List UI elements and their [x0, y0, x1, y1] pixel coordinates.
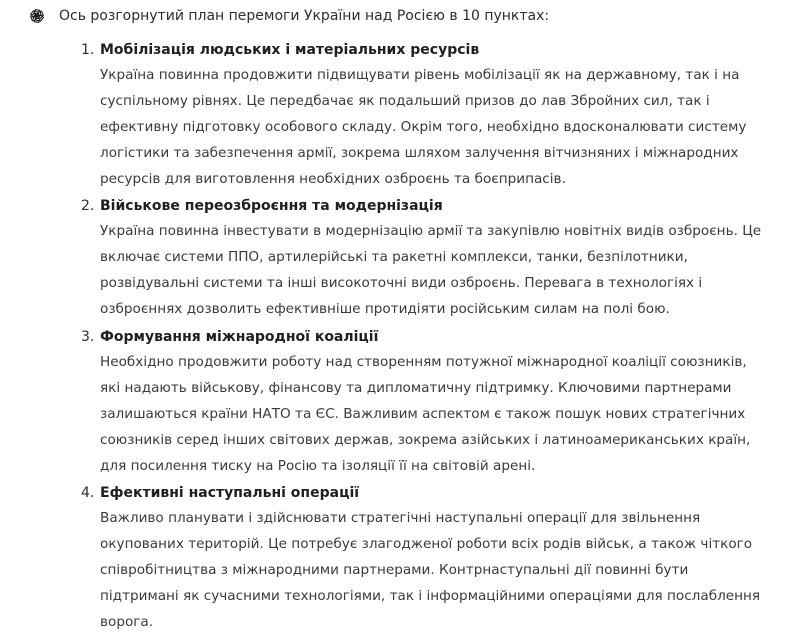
plan-item-line: ресурсів для виготовлення необхідних озброєнь та боєприпасів.	[100, 171, 566, 187]
message-intro: Ось розгорнутий план перемоги України над Росією в 10 пунктах:	[59, 8, 550, 24]
plan-item-line: союзників серед інших світових держав, зокрема азійських і латиноамериканських країн,	[100, 432, 751, 448]
plan-item-body	[100, 349, 751, 479]
plan-item-line: для посилення тиску на Росію та ізоляції її на світовій арені.	[100, 458, 536, 474]
plan-item-line: включає системи ППО, артилерійські та ракетні комплекси, танки, безпілотники,	[100, 249, 688, 265]
plan-item-line: які надають військову, фінансову та дипломатичну підтримку. Ключовими партнерами	[100, 380, 732, 396]
openai-logo-icon	[27, 6, 47, 26]
plan-item	[81, 193, 762, 318]
message-content	[59, 6, 779, 630]
plan-item-line: розвідувальні системи та інші високоточні види озброєнь. Перевага в технологіях і	[100, 275, 703, 291]
plan-item	[81, 480, 761, 630]
plan-item-line: співробітництва з міжнародними партнерами. Контрнаступальні дії повинні бути	[100, 562, 689, 578]
plan-item-line: окупованих територій. Це потребує злагодженої роботи всіх родів військ, а також чіткого	[100, 536, 753, 552]
plan-item-number: 3.	[81, 329, 95, 345]
plan-item-line: Україна повинна інвестувати в модернізацію армії та закупівлю новітніх видів озброєнь. Це	[100, 223, 762, 239]
plan-item-line: залишаються країни НАТО та ЄС. Важливим аспектом є також пошук нових стратегічних	[100, 406, 746, 422]
plan-item-body	[100, 62, 747, 192]
plan-item-line: підтримані як сучасними технологіями, так і інформаційними операціями для послаблення	[100, 588, 761, 604]
plan-item-number: 4.	[81, 485, 95, 501]
plan-item-line: логістики та забезпечення армії, зокрема шляхом залучення вітчизняних і міжнародних	[100, 145, 739, 161]
plan-item-body	[100, 505, 761, 635]
plan-item-line: Важливо планувати і здійснювати стратегічні наступальні операції для звільнення	[100, 510, 701, 526]
plan-item-number: 2.	[81, 198, 95, 214]
plan-item-line: озброєннях дозволить ефективніше протидіяти російським силам на полі бою.	[100, 301, 670, 317]
plan-item	[81, 324, 751, 474]
plan-item-line: Україна повинна продовжити підвищувати рівень мобілізації як на державному, так і на	[100, 67, 740, 83]
plan-item-line: ворога.	[100, 614, 154, 630]
plan-item	[81, 37, 747, 187]
plan-item-number: 1.	[81, 42, 95, 58]
plan-item-title: Ефективні наступальні операції	[100, 485, 360, 501]
plan-item-line: ефективну підготовку особового складу. Окрім того, необхідно вдосконалювати систему	[100, 119, 747, 135]
plan-item-body	[100, 218, 762, 322]
plan-item-line: суспільному рівнях. Це передбачає як подальший призов до лав Збройних сил, так і	[100, 93, 710, 109]
plan-item-title: Військове переозброєння та модернізація	[100, 198, 443, 214]
plan-item-title: Формування міжнародної коаліції	[100, 329, 379, 345]
plan-item-line: Необхідно продовжити роботу над створенням потужної міжнародної коаліції союзників,	[100, 354, 747, 370]
plan-item-title: Мобілізація людських і матеріальних ресурсів	[100, 42, 480, 58]
